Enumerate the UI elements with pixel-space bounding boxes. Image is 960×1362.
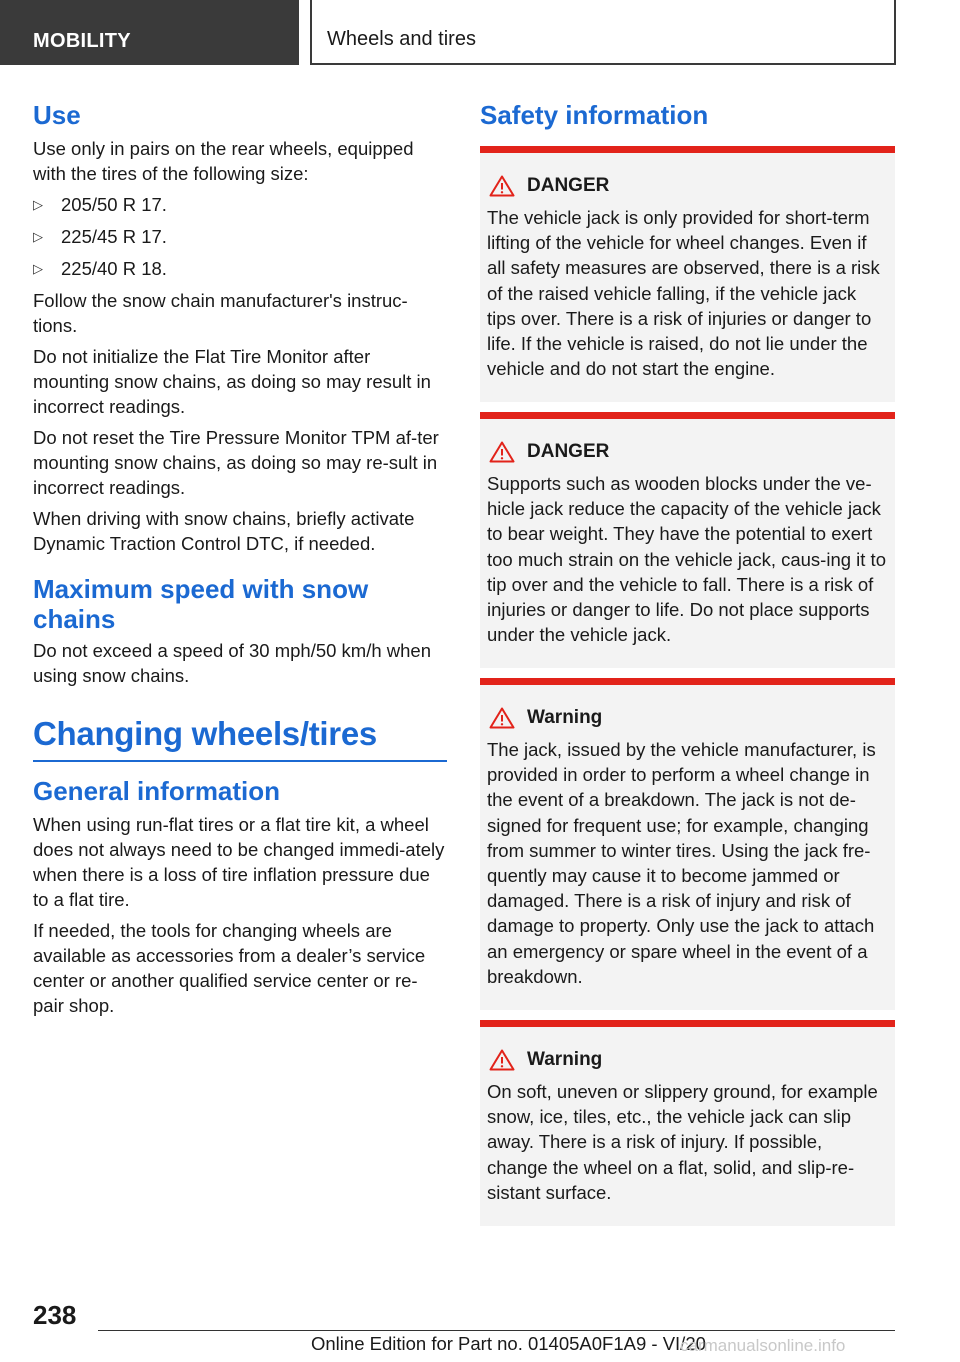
header-chapter-tab [310,0,896,65]
triangle-right-icon: ▷ [33,197,43,212]
general-info-heading: General information [33,776,281,806]
use-heading: Use [33,100,81,130]
list-item: ▷ 225/45 R 17. [33,226,167,247]
use-paragraph-3: Do not reset the Tire Pressure Monitor TPM af‐ter mounting snow chains, as doing so may re‐sult in incorrect readings. [33,427,439,498]
triangle-right-icon: ▷ [33,229,43,244]
use-paragraph-2: Do not initialize the Flat Tire Monitor after mounting snow chains, as doing so may result in incorrect readings. [33,346,431,417]
notice-text: The vehicle jack is only provided for short-term lifting of the vehicle for wheel changes. Even if all safety measures are observed, there is a risk of the raised vehicle falling, if the vehicle jack tips over. There is a risk of injuries or danger to life. If the vehicle is raised, do not lie under the vehicle and do not start the engine. [487,207,880,380]
header-chapter-label: Wheels and tires [327,28,476,50]
notice-label: DANGER [527,441,610,462]
general-paragraph-1: When using run-flat tires or a flat tire kit, a wheel does not always need to be changed immedi‐ately when there is a loss of tire inflation pressure due to a flat tire. [33,814,445,910]
use-paragraph-4: When driving with snow chains, briefly activate Dynamic Traction Control DTC, if needed. [33,508,415,554]
notice-header [487,1049,887,1071]
header-section-label: MOBILITY [33,30,131,52]
left-column [33,100,447,1024]
use-intro: Use only in pairs on the rear wheels, equipped with the tires of the following size: [33,138,414,184]
changing-wheels-heading: Changing wheels/tires [33,715,377,752]
tire-size-list [33,192,447,281]
danger-notice-2 [480,412,895,668]
right-column [480,100,895,1226]
page-number: 238 [33,1300,77,1330]
triangle-right-icon: ▷ [33,261,43,276]
warning-notice-2 [480,1020,895,1226]
watermark: carmanualsonline.info [680,1336,846,1355]
footer-edition: Online Edition for Part no. 01405A0F1A9 - VI/20 [311,1333,706,1354]
warning-notice-1 [480,678,895,1010]
max-speed-text: Do not exceed a speed of 30 mph/50 km/h when using snow chains. [33,640,432,686]
warning-triangle-icon [489,1049,515,1071]
list-item: ▷ 225/40 R 18. [33,258,167,279]
heading-rule [33,760,447,762]
safety-info-heading: Safety information [480,100,709,130]
notice-label: DANGER [527,175,610,196]
notice-header [487,175,887,197]
notice-text: Supports such as wooden blocks under the ve‐hicle jack reduce the capacity of the vehicle jack to bear weight. They have the potential to exert too much strain on the vehicle jack, caus‐ing it to tip over and the vehicle to fall. There is a risk of injuries or danger to life. Do not place supports under the vehicle jack. [487,473,886,646]
warning-triangle-icon [489,441,515,463]
notice-label: Warning [527,1049,603,1070]
use-paragraph-1: Follow the snow chain manufacturer's instruc‐tions. [33,290,408,336]
warning-triangle-icon [489,175,515,197]
max-speed-heading: Maximum speed with snow chains [33,574,369,634]
footer-divider [98,1330,895,1331]
notice-header [487,707,887,729]
notice-text: On soft, uneven or slippery ground, for example snow, ice, tiles, etc., the vehicle jack can slip away. There is a risk of injury. If possible, change the wheel on a flat, solid, and slip-re‐sistant surface. [487,1081,878,1203]
warning-triangle-icon [489,707,515,729]
notice-label: Warning [527,707,603,728]
notice-header [487,441,887,463]
header-section-tab [0,0,299,65]
notice-text: The jack, issued by the vehicle manufacturer, is provided in order to perform a wheel change in the event of a breakdown. The jack is not de‐signed for frequent use; for example, changing from summer to winter tires. Using the jack fre‐quently may cause it to become jammed or damaged. There is a risk of injury and risk of damage to property. Only use the jack to attach an emergency or spare wheel in the event of a breakdown. [487,739,876,987]
danger-notice-1 [480,146,895,402]
general-paragraph-2: If needed, the tools for changing wheels are available as accessories from a dealer’s service center or another qualified service center or re‐pair shop. [33,920,426,1016]
list-item: ▷ 205/50 R 17. [33,194,167,215]
